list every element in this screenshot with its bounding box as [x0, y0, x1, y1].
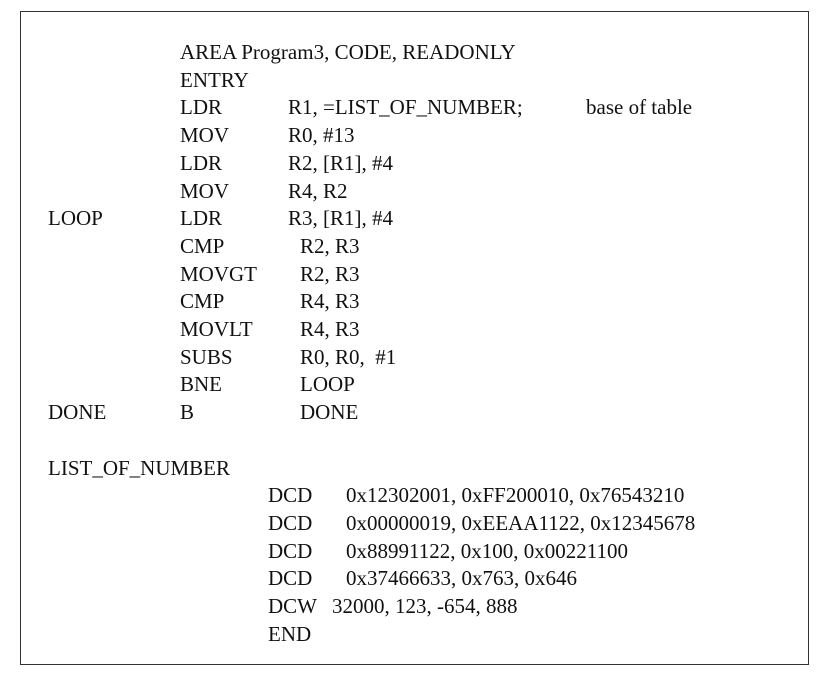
comment-base-of-table: base of table	[586, 95, 693, 119]
end-directive: END	[268, 622, 312, 646]
label-loop: LOOP	[48, 206, 103, 230]
op-b: B	[180, 400, 195, 424]
area-directive: AREA Program3, CODE, READONLY	[180, 40, 516, 64]
args-ldr-3: R3, [R1], #4	[288, 206, 393, 230]
data-values-2: 0x00000019, 0xEEAA1122, 0x12345678	[346, 511, 696, 535]
op-ldr-1: LDR	[180, 95, 222, 119]
op-movlt: MOVLT	[180, 317, 253, 341]
data-directive-2: DCD	[268, 511, 313, 535]
data-values-4: 0x37466633, 0x763, 0x646	[346, 566, 577, 590]
args-cmp-2: R4, R3	[300, 289, 360, 313]
op-cmp-2: CMP	[180, 289, 225, 313]
args-ldr-1: R1, =LIST_OF_NUMBER;	[288, 95, 523, 119]
args-bne: LOOP	[300, 372, 355, 396]
data-values-1: 0x12302001, 0xFF200010, 0x76543210	[346, 483, 685, 507]
args-movlt: R4, R3	[300, 317, 360, 341]
args-movgt: R2, R3	[300, 262, 360, 286]
op-mov-1: MOV	[180, 123, 230, 147]
args-mov-1: R0, #13	[288, 123, 355, 147]
args-b: DONE	[300, 400, 359, 424]
label-done: DONE	[48, 400, 107, 424]
op-ldr-2: LDR	[180, 151, 222, 175]
args-ldr-2: R2, [R1], #4	[288, 151, 393, 175]
data-directive-4: DCD	[268, 566, 313, 590]
op-cmp-1: CMP	[180, 234, 225, 258]
op-mov-2: MOV	[180, 179, 230, 203]
label-list-of-number: LIST_OF_NUMBER	[48, 456, 231, 480]
entry-directive: ENTRY	[180, 68, 249, 92]
data-directive-5: DCW	[268, 594, 317, 618]
args-cmp-1: R2, R3	[300, 234, 360, 258]
data-directive-1: DCD	[268, 483, 313, 507]
op-ldr-3: LDR	[180, 206, 222, 230]
op-movgt: MOVGT	[180, 262, 257, 286]
data-values-3: 0x88991122, 0x100, 0x00221100	[346, 539, 628, 563]
op-bne: BNE	[180, 372, 222, 396]
args-subs: R0, R0, #1	[300, 345, 397, 369]
args-mov-2: R4, R2	[288, 179, 348, 203]
data-values-5: 32000, 123, -654, 888	[332, 594, 518, 618]
op-subs: SUBS	[180, 345, 233, 369]
data-directive-3: DCD	[268, 539, 313, 563]
